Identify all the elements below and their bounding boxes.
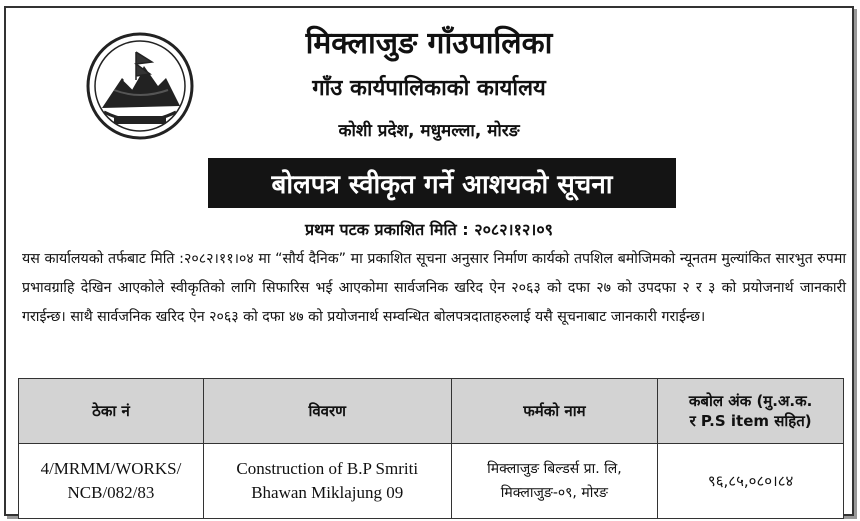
header-contract-no: ठेका नं — [19, 379, 204, 444]
header-bid-amount — [658, 379, 844, 444]
notice-title-banner — [208, 158, 676, 208]
description-line2: Bhawan Miklajung 09 — [251, 483, 404, 502]
table-header-row — [19, 379, 844, 444]
notice-body: यस कार्यालयको तर्फबाट मिति :२०८२।११।०४ मा “सौर्य दैनिक” मा प्रकाशित सूचना अनुसार निर्माण कार्यको तपशिल बमोजिमको न्यूनतम मुल्यांकित सारभुत रुपमा प्रभावग्राहि देखिन आएकोले स्वीकृतिको लागि सिफारिस भई आएकोमा सार्वजनिक खरिद ऐन २०६३ को दफा २७ को उपदफा २ र ३ को प्रयोजनार्थ जानकारी गराईन्छ। साथै सार्वजनिक खरिद ऐन २०६३ को दफा ४७ को प्रयोजनार्थ सम्वन्धित बोलपत्रदाताहरुलाई यसै सूचनाबाट जानकारी गराईन्छ। — [22, 251, 846, 325]
cell-contract-no — [19, 444, 204, 519]
published-date: प्रथम पटक प्रकाशित मिति : २०८२।१२।०९ — [305, 220, 553, 239]
office-title: गाँउ कार्यपालिकाको कार्यालय — [312, 76, 546, 101]
award-table — [18, 378, 844, 519]
firm-line2: मिक्लाजुङ-०९, मोरङ — [500, 485, 608, 501]
cell-firm-name — [451, 444, 658, 519]
notice-frame — [4, 6, 854, 516]
contract-no-line2: NCB/082/83 — [67, 483, 155, 502]
header-bid-amount-line2: र P.S item सहित) — [689, 412, 812, 430]
header-firm-name: फर्मको नाम — [451, 379, 658, 444]
cell-bid-amount: ९६,८५,०८०।८४ — [658, 444, 844, 519]
notice-title: बोलपत्र स्वीकृत गर्ने आशयको सूचना — [271, 170, 613, 200]
office-address: कोशी प्रदेश, मधुमल्ला, मोरङ — [338, 121, 520, 141]
contract-no-line1: 4/MRMM/WORKS/ — [40, 459, 182, 478]
table-row — [19, 444, 844, 519]
firm-line1: मिक्लाजुङ बिल्डर्स प्रा. लि, — [487, 461, 622, 477]
cell-description — [203, 444, 451, 519]
header-bid-amount-line1: कबोल अंक (मु.अ.क. — [688, 392, 813, 410]
description-line1: Construction of B.P Smriti — [236, 459, 419, 478]
municipality-title: मिक्लाजुङ गाँउपालिका — [305, 26, 553, 61]
header-description: विवरण — [203, 379, 451, 444]
